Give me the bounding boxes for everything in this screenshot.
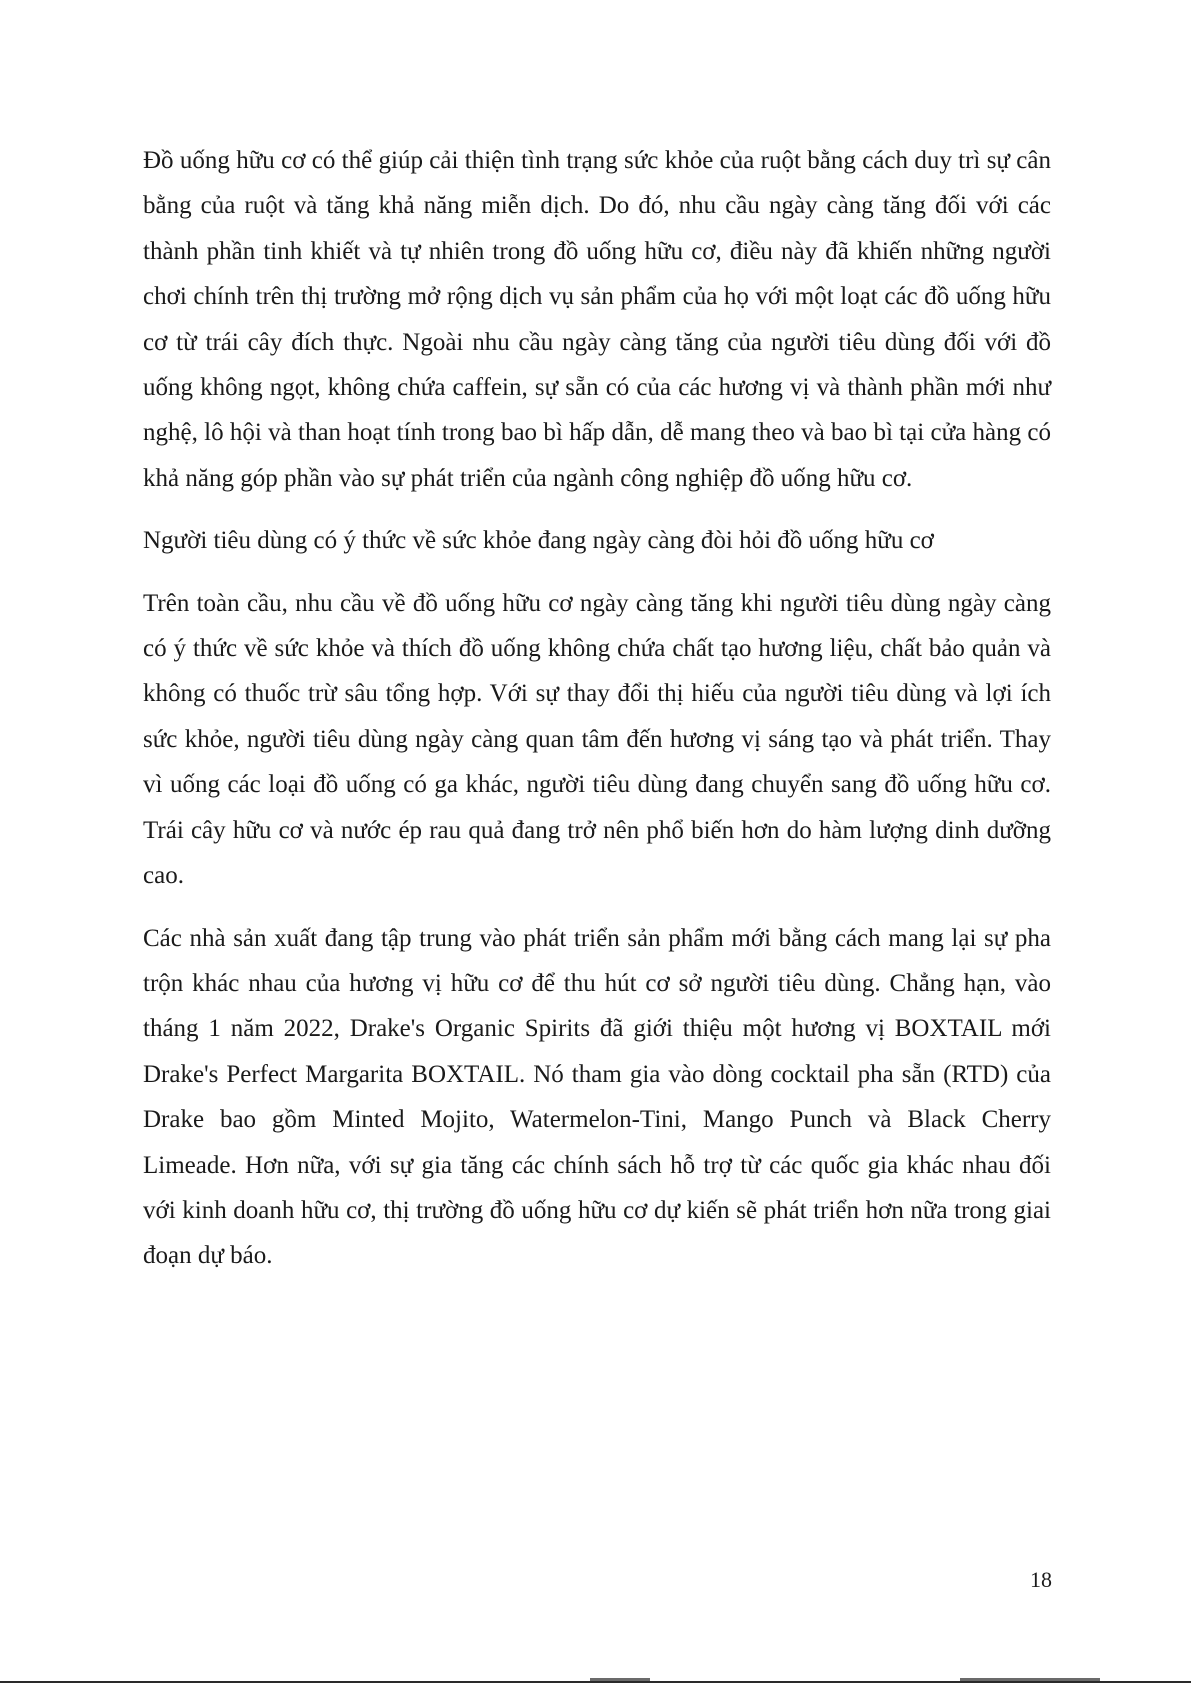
page-number: 18 [1030,1567,1052,1592]
paragraph-global-demand: Trên toàn cầu, nhu cầu về đồ uống hữu cơ ngày càng tăng khi người tiêu dùng ngày càng có ý thức về sức khỏe và thích đồ uống không chứa chất tạo hương liệu, chất bảo quản và không có thuốc trừ sâu tổng hợp. Với sự thay đổi thị hiếu của người tiêu dùng và lợi ích sức khỏe, người tiêu dùng ngày càng quan tâm đến hương vị sáng tạo và phát triển. Thay vì uống các loại đồ uống có ga khác, người tiêu dùng đang chuyển sang đồ uống hữu cơ. Trái cây hữu cơ và nước ép rau quả đang trở nên phổ biến hơn do hàm lượng dinh dưỡng cao. [143,589,1051,890]
section-heading: Người tiêu dùng có ý thức về sức khỏe đang ngày càng đòi hỏi đồ uống hữu cơ [143,527,934,555]
footer-rule-mark [960,1678,1100,1681]
page-body [143,138,1051,1279]
footer-rule [0,1681,1191,1683]
paragraph-manufacturers: Các nhà sản xuất đang tập trung vào phát triển sản phẩm mới bằng cách mang lại sự pha trộn khác nhau của hương vị hữu cơ để thu hút cơ sở người tiêu dùng. Chẳng hạn, vào tháng 1 năm 2022, Drake's Organic Spirits đã giới thiệu một hương vị BOXTAIL mới Drake's Perfect Margarita BOXTAIL. Nó tham gia vào dòng cocktail pha sẵn (RTD) của Drake bao gồm Minted Mojito, Watermelon-Tini, Mango Punch và Black Cherry Limeade. Hơn nữa, với sự gia tăng các chính sách hỗ trợ từ các quốc gia khác nhau đối với kinh doanh hữu cơ, thị trường đồ uống hữu cơ dự kiến sẽ phát triển hơn nữa trong giai đoạn dự báo. [143,924,1051,1270]
footer-rule-mark [590,1678,650,1681]
paragraph-gut-health: Đồ uống hữu cơ có thể giúp cải thiện tình trạng sức khỏe của ruột bằng cách duy trì sự cân bằng của ruột và tăng khả năng miễn dịch. Do đó, nhu cầu ngày càng tăng đối với các thành phần tinh khiết và tự nhiên trong đồ uống hữu cơ, điều này đã khiến những người chơi chính trên thị trường mở rộng dịch vụ sản phẩm của họ với một loạt các đồ uống hữu cơ từ trái cây đích thực. Ngoài nhu cầu ngày càng tăng của người tiêu dùng đối với đồ uống không ngọt, không chứa caffein, sự sẵn có của các hương vị và thành phần mới như nghệ, lô hội và than hoạt tính trong bao bì hấp dẫn, dễ mang theo và bao bì tại cửa hàng có khả năng góp phần vào sự phát triển của ngành công nghiệp đồ uống hữu cơ. [143,147,1051,492]
